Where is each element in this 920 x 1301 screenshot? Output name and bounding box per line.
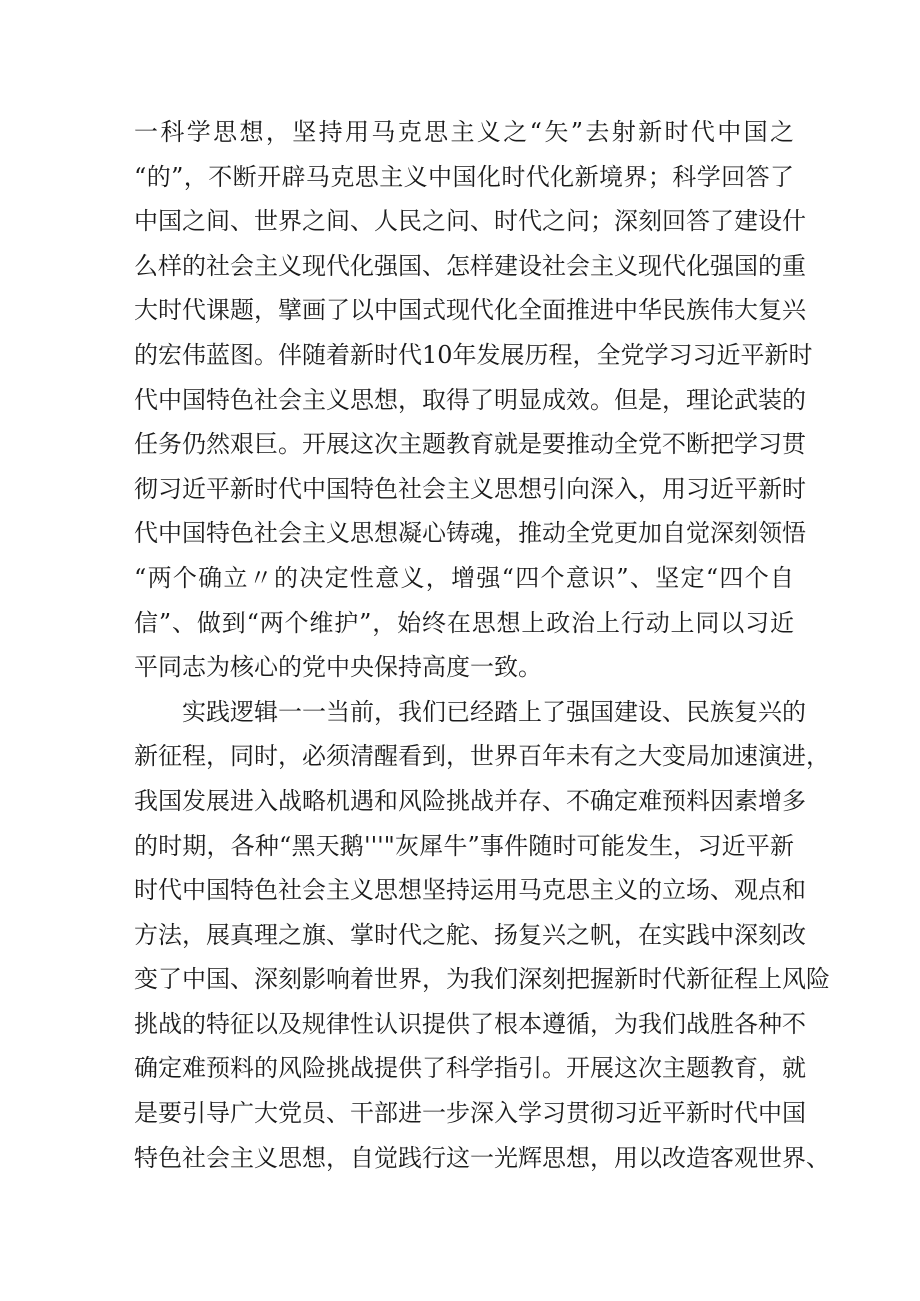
text-line: “两个确立〃的决定性意义，增强“四个意识”、坚定“四个自 <box>134 563 794 592</box>
text-line: 平同志为核心的党中央保持高度一致。 <box>134 653 542 682</box>
text-line: “的”，不断开辟马克思主义中国化时代化新境界；科学回答了 <box>134 162 794 191</box>
text-line: 确定难预料的风险挑战提供了科学指引。开展这次主题教育，就 <box>134 1054 806 1083</box>
text-line: 中国之间、世界之间、人民之问、时代之问；深刻回答了建设什 <box>134 207 806 236</box>
text-line: 代中国特色社会主义思想，取得了明显成效。但是，理论武装的 <box>134 385 806 414</box>
text-line: 的时期，各种“黑天鹅'''"灰犀牛”事件随时可能发生，习近平新 <box>134 831 794 860</box>
text-line: 变了中国、深刻影响着世界，为我们深刻把握新时代新征程上风险 <box>134 965 830 994</box>
text-line: 彻习近平新时代中国特色社会主义思想引向深入，用习近平新时 <box>134 474 806 503</box>
text-line: 时代中国特色社会主义思想坚持运用马克思主义的立场、观点和 <box>134 876 806 905</box>
text-line: 方法，展真理之旗、掌时代之舵、扬复兴之帆，在实践中深刻改 <box>134 920 806 949</box>
document-body <box>134 110 830 1180</box>
text-line: 是要引导广大党员、干部进一步深入学习贯彻习近平新时代中国 <box>134 1099 806 1128</box>
text-line: 任务仍然艰巨。开展这次主题教育就是要推动全党不断把学习贯 <box>134 430 806 459</box>
text-line: 信”、做到“两个维护”，始终在思想上政治上行动上同以习近 <box>134 608 794 637</box>
text-line: 的宏伟蓝图。伴随着新时代10年发展历程，全党学习习近平新时 <box>134 340 813 369</box>
text-line: 实践逻辑一一当前，我们已经踏上了强国建设、民族复兴的 <box>182 697 806 726</box>
text-line: 大时代课题，擘画了以中国式现代化全面推进中华民族伟大复兴 <box>134 296 806 325</box>
text-line: 特色社会主义思想，自觉践行这一光辉思想，用以改造客观世界、 <box>134 1143 830 1172</box>
paragraph <box>134 110 813 690</box>
text-line: 我国发展进入战略机遇和风险挑战并存、不确定难预料因素增多 <box>134 786 806 815</box>
text-line: 代中国特色社会主义思想凝心铸魂，推动全党更加自觉深刻领悟 <box>134 519 806 548</box>
text-line: 新征程，同时，必须清醒看到，世界百年未有之大变局加速演进， <box>134 742 830 771</box>
text-line: 挑战的特征以及规律性认识提供了根本遵循，为我们战胜各种不 <box>134 1009 806 1038</box>
text-line: 一科学思想，坚持用马克思主义之“矢”去射新时代中国之 <box>134 118 794 146</box>
paragraph <box>134 690 830 1181</box>
text-line: 么样的社会主义现代化强国、怎样建设社会主义现代化强国的重 <box>134 251 806 280</box>
